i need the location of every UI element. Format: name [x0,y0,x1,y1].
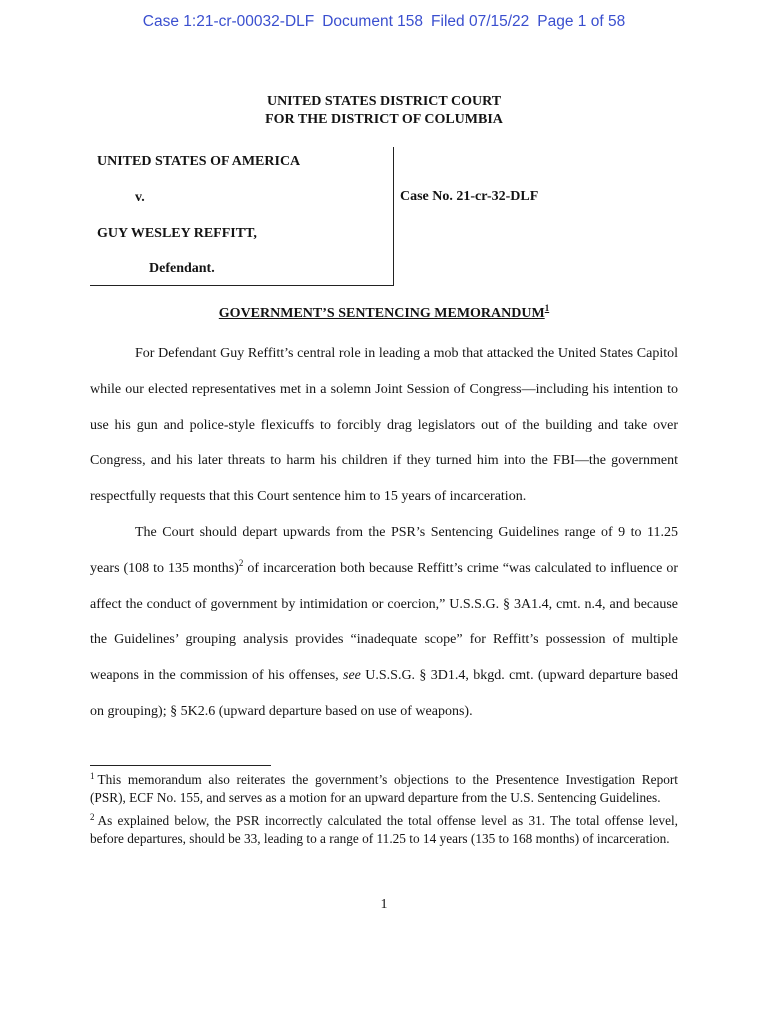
footnote-number: 2 [90,812,95,822]
body-paragraph-2 [90,515,678,730]
court-name: UNITED STATES DISTRICT COURT [266,94,502,109]
caption-plaintiff: UNITED STATES OF AMERICA [97,154,301,169]
case-caption-box [90,147,394,286]
stamp-filed-date: Filed 07/15/22 [431,13,530,30]
court-heading [0,93,768,129]
stamp-case-number: Case 1:21-cr-00032-DLF [142,13,315,30]
ecf-header-stamp [0,13,768,31]
document-title [0,303,768,322]
memorandum-body [90,336,678,730]
body-paragraph-1: For Defendant Guy Reffitt’s central role in leading a mob that attacked the United States Capitol while our elected representatives met in a solemn Joint Session of Congress—including his intention to use his gun and police-style flexicuffs to forcibly drag legislators out of the building and take over Congress, and his later threats to harm his children if they turned him into the FBI—the government respectfully requests that this Court sentence him to 15 years of incarceration. [90,346,678,505]
see-signal: see [343,668,361,684]
case-number: Case No. 21-cr-32-DLF [400,189,539,204]
footnote-text: This memorandum also reiterates the government’s objections to the Presentence Investigation Report (PSR), ECF No. 155, and serves as a motion for an upward departure from the U.S. Sentencing Guidelines. [90,772,678,805]
paragraph-2-text-a: The Court should depart upwards from the PSR’s Sentencing Guidelines range of 9 to 11.25 years (108 to 135 months) [90,524,678,576]
footnote-2 [90,812,678,847]
footnote-1 [90,771,678,806]
stamp-page-count: Page 1 of 58 [537,13,626,30]
paragraph-2-text-b: of incarceration both because Reffitt’s crime “was calculated to influence or affect the conduct of government by intimidation or coercion,” U.S.S.G. § 3A1.4, cmt. n.4, and because the Guidelines’ grouping analysis provides “inadequate scope” for Reffitt’s possession of multiple weapons in the commission of his offenses, [90,560,679,684]
paragraph-2-text-c: U.S.S.G. § 3D1.4, bkgd. cmt. (upward departure based on grouping); § 5K2.6 (upward departure based on use of weapons). [90,668,678,719]
caption-defendant-name: GUY WESLEY REFFITT, [97,226,257,241]
page-number: 1 [380,897,388,912]
footnotes [90,771,678,853]
footnote-separator [90,765,271,766]
title-footnote-ref: 1 [544,303,550,313]
court-district: FOR THE DISTRICT OF COLUMBIA [265,112,503,127]
stamp-document-number: Document 158 [322,13,424,30]
caption-defendant-role: Defendant. [149,261,215,276]
footnote-number: 1 [90,771,95,781]
caption-versus: v. [135,190,145,205]
footnote-ref-2: 2 [238,557,244,568]
footnote-text: As explained below, the PSR incorrectly calculated the total offense level as 31. The total offense level, before departures, should be 33, leading to a range of 11.25 to 14 years (135 to 168 months) of incarceration. [90,813,678,846]
document-title-text: GOVERNMENT’S SENTENCING MEMORANDUM [218,306,545,321]
